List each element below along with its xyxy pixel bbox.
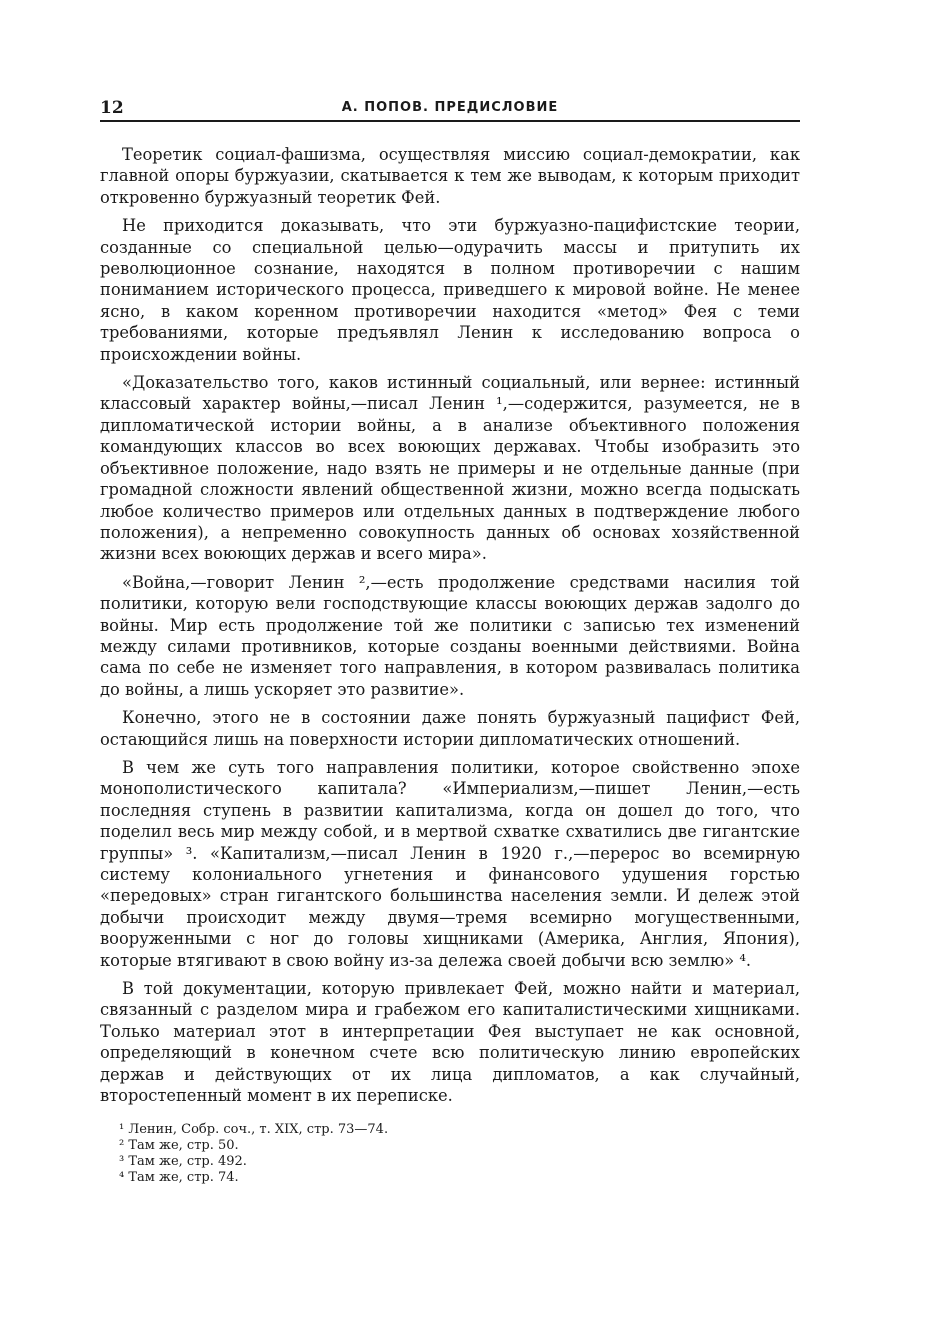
paragraph: «Война,—говорит Ленин ²,—есть продолжение средствами насилия той политики, которую вели господствующие классы воюющих держав задолго до войны. Мир есть продолжение той же политики с записью тех изменений между силами противников, которые созданы военными действиями. Война сама по себе не изменяет того направления, в котором развивалась политика до войны, а лишь ускоряет это развитие». [100,572,800,699]
footnote: ³ Там же, стр. 492. [119,1154,247,1170]
paragraph: Теоретик социал-фашизма, осуществляя миссию социал-демократии, как главной опоры буржуазии, скатывается к тем же выводам, к которым приходит откровенно буржуазный теоретик Фей. [100,145,800,207]
document-page [100,98,800,1186]
page-header [100,98,800,122]
footnote: ¹ Ленин, Собр. соч., т. XIX, стр. 73—74. [119,1122,389,1138]
page-number: 12 [100,98,124,118]
footnote: ⁴ Там же, стр. 74. [119,1170,239,1186]
paragraph: Не приходится доказывать, что эти буржуазно-пацифистские теории, созданные со специальной целью—одурачить массы и притупить их революционное сознание, находятся в полном противоречии с нашим пониманием исторического процесса, приведшего к мировой войне. Не менее ясно, в каком коренном противоречии находится «метод» Фея с теми требованиями, которые предъявлял Ленин к исследованию вопроса о происхождении войны. [100,216,800,364]
paragraph: В чем же суть того направления политики, которое свойственно эпохе монополистического капитала? «Империализм,—пишет Ленин,—есть последняя ступень в развитии капитализма, когда он дошел до того, что поделил весь мир между собой, и в мертвой схватке схватились две гигантские группы» ³. «Капитализм,—писал Ленин в 1920 г.,—перерос во всемирную систему колониального угнетения и финансового удушения горстью «передовых» стран гигантского большинства населения земли. И дележ этой добычи происходит между двумя—тремя всемирно могущественными, вооруженными с ног до головы хищниками (Америка, Англия, Япония), которые втягивают в свою войну из-за дележа своей добычи всю землю» ⁴. [100,757,800,970]
body-text [100,144,800,1106]
running-title: А. ПОПОВ. ПРЕДИСЛОВИЕ [341,100,559,115]
footnote: ² Там же, стр. 50. [119,1138,239,1154]
paragraph: В той документации, которую привлекает Фей, можно найти и материал, связанный с разделом мира и грабежом его капиталистическими хищниками. Только материал этот в интерпретации Фея выступает не как основной, определяющий в конечном счете всю политическую линию европейских держав и действующих от их лица дипломатов, а как случайный, второстепенный момент в их переписке. [100,979,800,1106]
footnotes [100,1122,800,1186]
paragraph: «Доказательство того, каков истинный социальный, или вернее: истинный классовый характер войны,—писал Ленин ¹,—содержится, разумеется, не в дипломатической истории войны, а в анализе объективного положения командующих классов во всех воюющих державах. Чтобы изобразить это объективное положение, надо взять не примеры и не отдельные данные (при громадной сложности явлений общественной жизни, можно всегда подыскать любое количество примеров или отдельных данных в подтверждение любого положения), а непременно совокупность данных об основах хозяйственной жизни всех воюющих держав и всего мира». [100,373,800,564]
paragraph: Конечно, этого не в состоянии даже понять буржуазный пацифист Фей, остающийся лишь на поверхности истории дипломатических отношений. [100,708,800,749]
